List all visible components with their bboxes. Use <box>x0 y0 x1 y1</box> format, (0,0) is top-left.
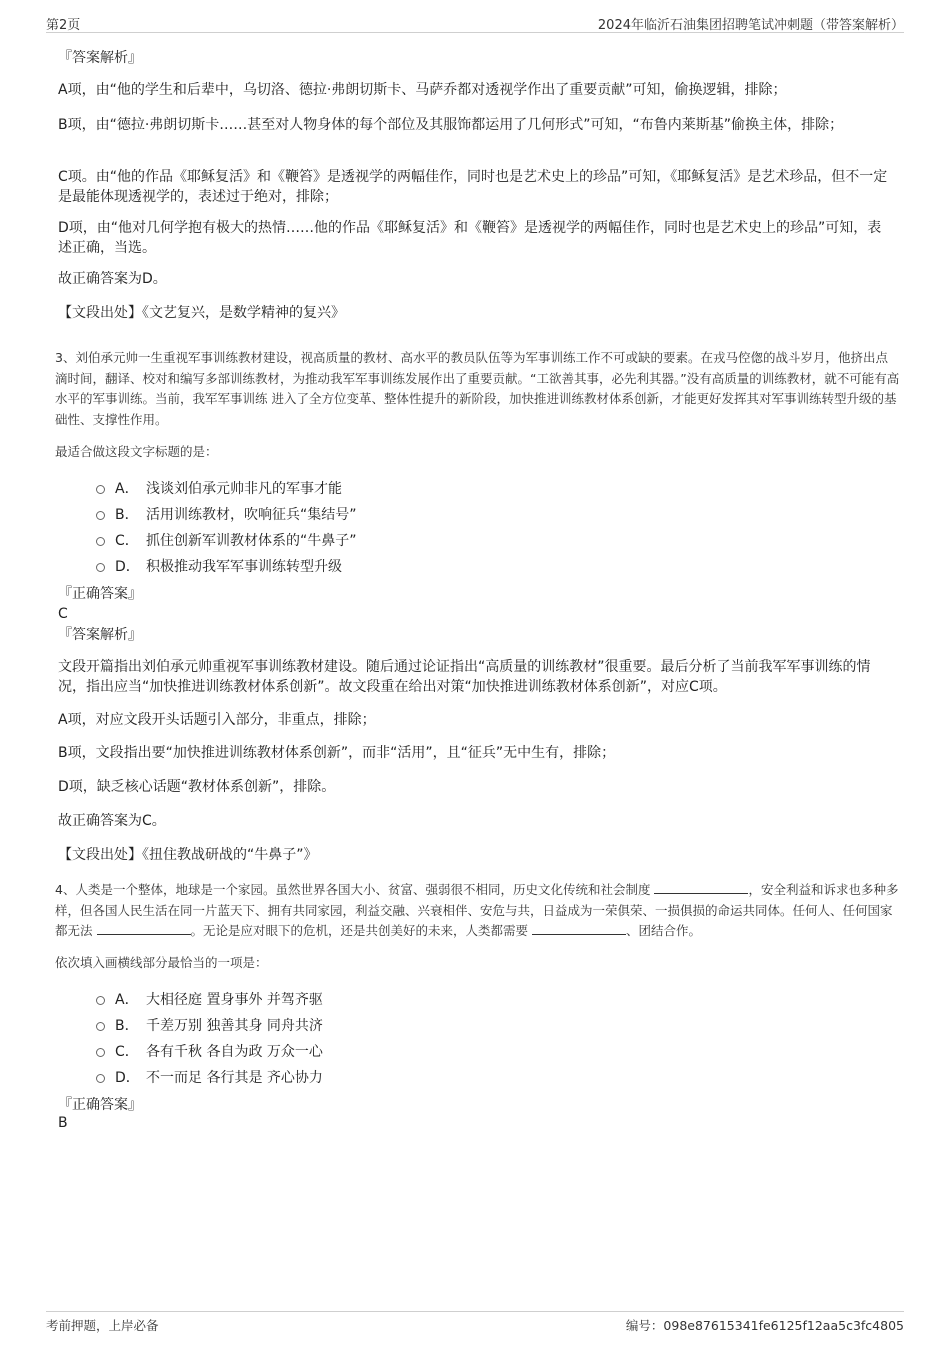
analysis-option-a: A项，由“他的学生和后辈中，乌切洛、德拉·弗朗切斯卡、马萨乔都对透视学作出了重要贡献”可知，偷换逻辑，排除； <box>58 82 787 98</box>
question-4-prompt: 依次填入画横线部分最恰当的一项是： <box>55 955 268 970</box>
radio-button[interactable] <box>96 1022 105 1031</box>
analysis-option-b: B项，文段指出要“加快推进训练教材体系创新”，而非“活用”，且“征兵”无中生有，排除； <box>58 745 616 761</box>
radio-button[interactable] <box>96 563 105 572</box>
analysis-option-c: C项。由“他的作品《耶稣复活》和《鞭笞》是透视学的两幅佳作，同时也是艺术史上的珍品”可知，《耶稣复活》是艺术珍品，但不一定是最能体现透视学的，表述过于绝对，排除； <box>58 169 888 205</box>
correct-answer-heading: 『正确答案』 <box>58 586 142 602</box>
correct-answer: B <box>58 1115 68 1131</box>
analysis-option-d: D项，缺乏核心话题“教材体系创新”，排除。 <box>58 779 336 795</box>
radio-button[interactable] <box>96 485 105 494</box>
question-4-option-b[interactable]: B． 千差万别 独善其身 同舟共济 <box>96 1016 796 1036</box>
question-3-prompt: 最适合做这段文字标题的是： <box>55 444 218 459</box>
question-3-option-d[interactable]: D． 积极推动我军军事训练转型升级 <box>96 557 796 577</box>
question-4-option-a[interactable]: A． 大相径庭 置身事外 并驾齐驱 <box>96 990 796 1010</box>
question-3-option-a[interactable]: A． 浅谈刘伯承元帅非凡的军事才能 <box>96 479 796 499</box>
radio-button[interactable] <box>96 1048 105 1057</box>
question-3-option-c[interactable]: C． 抓住创新军训教材体系的“牛鼻子” <box>96 531 796 551</box>
fill-blank[interactable] <box>654 880 748 894</box>
page-number: 第2页 <box>46 18 81 33</box>
correct-answer-heading: 『正确答案』 <box>58 1097 142 1113</box>
analysis-option-d: D项，由“他对几何学抱有极大的热情……他的作品《耶稣复活》和《鞭笞》是透视学的两幅佳作，同时也是艺术史上的珍品”可知，表述正确，当选。 <box>58 220 882 256</box>
question-4-text: 4、人类是一个整体，地球是一个家园。虽然世界各国大小、贫富、强弱很不相同，历史文化传统和社会制度 ，安全利益和诉求也多种多样，但各国人民生活在同一片蓝天下、拥有共同家园，利益交融、兴衰相伴、安危与共，日益成为一荣俱荣、一损俱损的命运共同体。任何人、任何国家都无法 。无论是应对眼下的危机，还是共创美好的未来，人类都需要 、团结合作。 <box>55 882 899 938</box>
radio-button[interactable] <box>96 1074 105 1083</box>
page-header <box>46 14 904 33</box>
question-4-option-c[interactable]: C． 各有千秋 各自为政 万众一心 <box>96 1042 796 1062</box>
document-title: 2024年临沂石油集团招聘笔试冲刺题（带答案解析） <box>597 18 904 33</box>
analysis-heading: 『答案解析』 <box>58 627 142 643</box>
radio-button[interactable] <box>96 537 105 546</box>
page-footer <box>46 1311 904 1334</box>
radio-button[interactable] <box>96 511 105 520</box>
source-citation: 【文段出处】《扭住教战研战的“牛鼻子”》 <box>58 847 318 863</box>
question-3-text: 3、刘伯承元帅一生重视军事训练教材建设，视高质量的教材、高水平的教员队伍等为军事训练工作不可或缺的要素。在戎马倥偬的战斗岁月，他挤出点滴时间，翻译、校对和编写多部训练教材，为推动我军军事训练发展作出了重要贡献。“工欲善其事，必先利其器。”没有高质量的训练教材，就不可能有高水平的军事训练。当前，我军军事训练 进入了全方位变革、整体性提升的新阶段，加快推进训练教材体系创新，才能更好发挥其对军事训练转型升级的基础性、支撑性作用。 <box>55 350 900 427</box>
analysis-conclusion: 故正确答案为C。 <box>58 813 166 829</box>
fill-blank[interactable] <box>97 921 191 935</box>
fill-blank[interactable] <box>532 921 626 935</box>
footer-slogan: 考前押题，上岸必备 <box>46 1318 159 1333</box>
question-3-option-b[interactable]: B． 活用训练教材，吹响征兵“集结号” <box>96 505 796 525</box>
radio-button[interactable] <box>96 996 105 1005</box>
analysis-summary: 文段开篇指出刘伯承元帅重视军事训练教材建设。随后通过论证指出“高质量的训练教材”很重要。最后分析了当前我军军事训练的情况，指出应当“加快推进训练教材体系创新”。故文段重在给出对策“加快推进训练教材体系创新”，对应C项。 <box>58 659 871 695</box>
analysis-heading: 『答案解析』 <box>58 50 142 66</box>
document-code: 编号：098e87615341fe6125f12aa5c3fc4805 <box>625 1318 904 1333</box>
analysis-conclusion: 故正确答案为D。 <box>58 271 167 287</box>
analysis-option-a: A项，对应文段开头话题引入部分，非重点，排除； <box>58 712 376 728</box>
source-citation: 【文段出处】《文艺复兴，是数学精神的复兴》 <box>58 305 345 321</box>
correct-answer: C <box>58 606 68 622</box>
analysis-option-b: B项，由“德拉·弗朗切斯卡……甚至对人物身体的每个部位及其服饰都运用了几何形式”可知，“布鲁内莱斯基”偷换主体，排除； <box>58 117 844 133</box>
question-4-option-d[interactable]: D． 不一而足 各行其是 齐心协力 <box>96 1068 796 1088</box>
